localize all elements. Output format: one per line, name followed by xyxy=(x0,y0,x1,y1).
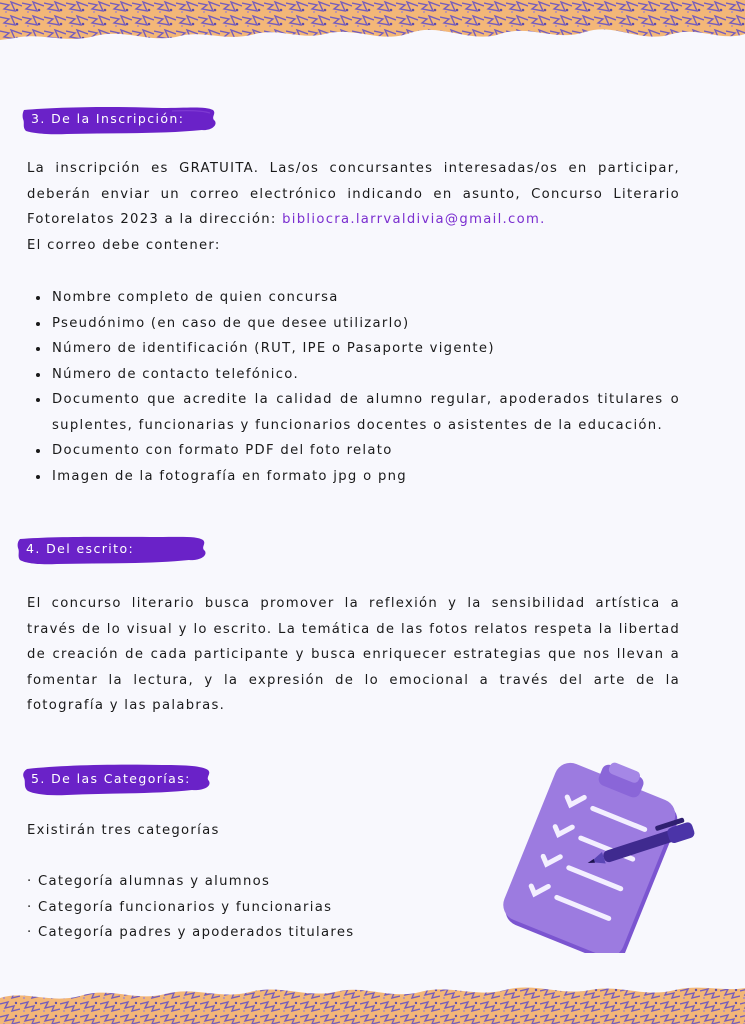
clipboard-checklist-icon xyxy=(490,758,705,953)
list-item: · Categoría padres y apoderados titulares xyxy=(27,925,355,940)
section-4-heading-text: 4. Del escrito: xyxy=(26,541,135,556)
email-link[interactable]: bibliocra.larrvaldivia@gmail.com. xyxy=(282,212,546,227)
list-item: Imagen de la fotografía en formato jpg o png xyxy=(27,464,680,490)
section-5-heading xyxy=(22,761,212,793)
section-5-heading-text: 5. De las Categorías: xyxy=(31,771,191,786)
registration-paragraph xyxy=(27,156,680,233)
list-item: Número de identificación (RUT, IPE o Pasaporte vigente) xyxy=(27,336,680,362)
categories-intro: Existirán tres categorías xyxy=(27,823,220,838)
list-item: · Categoría funcionarios y funcionarias xyxy=(27,899,333,915)
list-item: Documento con formato PDF del foto relato xyxy=(27,438,680,464)
list-item: Nombre completo de quien concursa xyxy=(27,285,680,311)
section-3-heading-text: 3. De la Inscripción: xyxy=(31,111,185,126)
section-3-heading xyxy=(22,103,217,135)
bottom-decorative-band xyxy=(0,974,745,1024)
top-decorative-band xyxy=(0,0,745,60)
section-4-heading xyxy=(17,533,207,565)
requirements-list xyxy=(27,285,680,489)
list-item: Pseudónimo (en caso de que desee utilizarlo) xyxy=(27,311,680,337)
registration-text: La inscripción es GRATUITA. Las/os concursantes interesadas/os en participar, deberán enviar un correo electrónico indicando en asunto, Concurso Literario Fotorelatos 2023 a la dirección: xyxy=(27,161,680,227)
list-intro: El correo debe contener: xyxy=(27,238,221,253)
writing-paragraph: El concurso literario busca promover la reflexión y la sensibilidad artística a través de lo visual y lo escrito. La temática de las fotos relatos respeta la libertad de creación de cada participante y busca enriquecer estrategias que nos llevan a fomentar la lectura, y la expresión de lo emocional a través del arte de la fotografía y las palabras. xyxy=(27,596,680,713)
list-item: · Categoría alumnas y alumnos xyxy=(27,874,271,889)
list-item: Número de contacto telefónico. xyxy=(27,362,680,388)
categories-list xyxy=(27,869,354,946)
list-item: Documento que acredite la calidad de alumno regular, apoderados titulares o suplentes, funcionarias y funcionarios docentes o asistentes de la educación. xyxy=(27,387,680,438)
